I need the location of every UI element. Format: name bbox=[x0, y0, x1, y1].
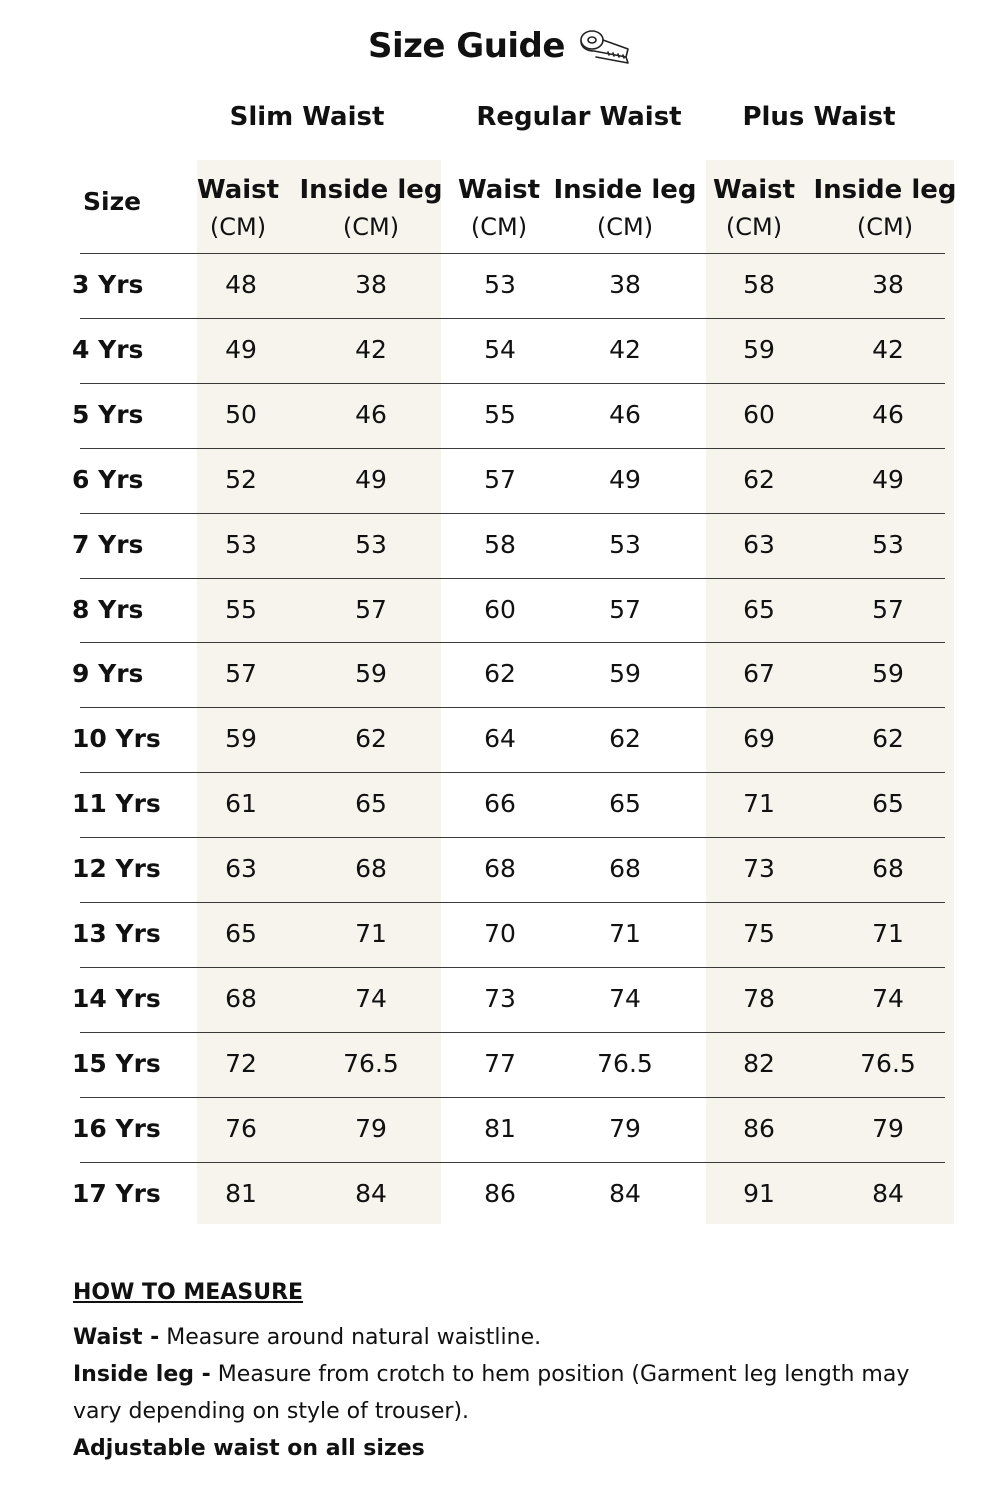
group-header-plus: Plus Waist bbox=[742, 102, 896, 132]
cell-plus-waist: 60 bbox=[743, 399, 775, 429]
cell-plus-leg: 68 bbox=[872, 854, 904, 884]
adjustable-note-text: Adjustable waist on all sizes bbox=[73, 1436, 425, 1461]
cell-regular-leg: 62 bbox=[609, 724, 641, 754]
column-header-unit: (CM) bbox=[596, 213, 654, 241]
cell-slim-leg: 74 bbox=[355, 983, 387, 1013]
cell-slim-leg: 68 bbox=[355, 854, 387, 884]
cell-plus-waist: 62 bbox=[743, 464, 775, 494]
cell-plus-waist: 69 bbox=[743, 724, 775, 754]
cell-regular-leg: 79 bbox=[609, 1113, 641, 1143]
table-row bbox=[0, 1032, 1000, 1097]
cell-plus-leg: 46 bbox=[872, 399, 904, 429]
cell-plus-leg: 57 bbox=[872, 594, 904, 624]
cell-regular-leg: 74 bbox=[609, 983, 641, 1013]
cell-plus-leg: 74 bbox=[872, 983, 904, 1013]
cell-plus-leg: 49 bbox=[872, 464, 904, 494]
table-row bbox=[0, 448, 1000, 513]
cell-slim-leg: 49 bbox=[355, 464, 387, 494]
table-row bbox=[0, 1097, 1000, 1162]
table-row bbox=[0, 772, 1000, 837]
column-header-slim-waist bbox=[188, 172, 288, 246]
group-header-regular: Regular Waist bbox=[476, 102, 682, 132]
column-header-regular-waist bbox=[449, 172, 549, 246]
column-header-plus-leg bbox=[810, 172, 960, 246]
size-column-header: Size bbox=[83, 187, 142, 216]
size-cell: 9 Yrs bbox=[72, 659, 144, 689]
cell-plus-waist: 73 bbox=[743, 854, 775, 884]
table-row bbox=[0, 1162, 1000, 1227]
size-cell: 10 Yrs bbox=[72, 724, 161, 754]
size-cell: 15 Yrs bbox=[72, 1048, 161, 1078]
column-header-unit: (CM) bbox=[209, 213, 267, 241]
column-header-label: Inside leg bbox=[813, 175, 957, 205]
leg-instruction-label: Inside leg - bbox=[73, 1362, 211, 1387]
cell-slim-waist: 49 bbox=[225, 334, 257, 364]
cell-slim-waist: 81 bbox=[225, 1178, 257, 1208]
cell-regular-leg: 38 bbox=[609, 270, 641, 299]
cell-slim-waist: 65 bbox=[225, 919, 257, 948]
cell-regular-waist: 64 bbox=[484, 724, 516, 754]
cell-plus-waist: 63 bbox=[743, 529, 775, 559]
size-cell: 8 Yrs bbox=[72, 594, 144, 624]
cell-plus-waist: 75 bbox=[743, 919, 775, 948]
cell-slim-waist: 48 bbox=[225, 270, 257, 299]
size-cell: 14 Yrs bbox=[72, 983, 161, 1013]
cell-slim-leg: 42 bbox=[355, 334, 387, 364]
cell-slim-waist: 53 bbox=[225, 529, 257, 559]
cell-plus-leg: 42 bbox=[872, 334, 904, 364]
cell-plus-leg: 79 bbox=[872, 1113, 904, 1143]
table-row bbox=[0, 642, 1000, 707]
size-cell: 3 Yrs bbox=[72, 270, 144, 299]
cell-regular-waist: 81 bbox=[484, 1113, 516, 1143]
cell-regular-waist: 54 bbox=[484, 334, 516, 364]
cell-regular-leg: 71 bbox=[609, 919, 641, 948]
cell-regular-waist: 70 bbox=[484, 919, 516, 948]
cell-regular-waist: 58 bbox=[484, 529, 516, 559]
cell-plus-waist: 67 bbox=[743, 659, 775, 689]
cell-plus-waist: 71 bbox=[743, 789, 775, 819]
cell-regular-leg: 57 bbox=[609, 594, 641, 624]
size-cell: 6 Yrs bbox=[72, 464, 144, 494]
cell-slim-leg: 71 bbox=[355, 919, 387, 948]
column-header-unit: (CM) bbox=[470, 213, 528, 241]
cell-regular-leg: 49 bbox=[609, 464, 641, 494]
group-header-slim: Slim Waist bbox=[229, 102, 385, 132]
cell-regular-waist: 68 bbox=[484, 854, 516, 884]
how-to-measure-section bbox=[73, 1280, 953, 1467]
cell-plus-waist: 59 bbox=[743, 334, 775, 364]
cell-slim-leg: 46 bbox=[355, 399, 387, 429]
column-header-label: Waist bbox=[457, 175, 541, 205]
how-to-measure-title: HOW TO MEASURE bbox=[73, 1280, 304, 1305]
cell-regular-leg: 59 bbox=[609, 659, 641, 689]
page-header bbox=[0, 22, 1000, 70]
cell-slim-waist: 76 bbox=[225, 1113, 257, 1143]
cell-plus-waist: 58 bbox=[743, 270, 775, 299]
column-header-unit: (CM) bbox=[342, 213, 400, 241]
cell-slim-waist: 61 bbox=[225, 789, 257, 819]
cell-plus-leg: 76.5 bbox=[860, 1048, 916, 1078]
cell-plus-leg: 59 bbox=[872, 659, 904, 689]
page-title: Size Guide bbox=[367, 26, 565, 66]
cell-plus-leg: 62 bbox=[872, 724, 904, 754]
cell-slim-waist: 55 bbox=[225, 594, 257, 624]
column-header-regular-leg bbox=[550, 172, 700, 246]
table-row bbox=[0, 253, 1000, 318]
cell-regular-waist: 57 bbox=[484, 464, 516, 494]
cell-regular-waist: 62 bbox=[484, 659, 516, 689]
cell-regular-leg: 53 bbox=[609, 529, 641, 559]
table-row bbox=[0, 578, 1000, 643]
size-cell: 17 Yrs bbox=[72, 1178, 161, 1208]
cell-plus-waist: 86 bbox=[743, 1113, 775, 1143]
cell-plus-leg: 84 bbox=[872, 1178, 904, 1208]
table-row bbox=[0, 902, 1000, 967]
cell-regular-leg: 68 bbox=[609, 854, 641, 884]
cell-slim-waist: 68 bbox=[225, 983, 257, 1013]
column-header-unit: (CM) bbox=[725, 213, 783, 241]
cell-regular-waist: 60 bbox=[484, 594, 516, 624]
cell-slim-leg: 62 bbox=[355, 724, 387, 754]
cell-plus-waist: 78 bbox=[743, 983, 775, 1013]
cell-regular-leg: 84 bbox=[609, 1178, 641, 1208]
cell-regular-waist: 73 bbox=[484, 983, 516, 1013]
column-header-label: Inside leg bbox=[299, 175, 443, 205]
column-header-label: Inside leg bbox=[553, 175, 697, 205]
column-header-label: Waist bbox=[712, 175, 796, 205]
cell-slim-leg: 53 bbox=[355, 529, 387, 559]
cell-regular-waist: 66 bbox=[484, 789, 516, 819]
cell-regular-waist: 55 bbox=[484, 399, 516, 429]
cell-regular-waist: 86 bbox=[484, 1178, 516, 1208]
cell-plus-leg: 53 bbox=[872, 529, 904, 559]
cell-regular-leg: 65 bbox=[609, 789, 641, 819]
measuring-tape-icon bbox=[578, 26, 632, 70]
cell-slim-waist: 52 bbox=[225, 464, 257, 494]
column-header-label: Waist bbox=[196, 175, 280, 205]
column-header-unit: (CM) bbox=[856, 213, 914, 241]
cell-plus-waist: 65 bbox=[743, 594, 775, 624]
table-row bbox=[0, 837, 1000, 902]
cell-plus-leg: 71 bbox=[872, 919, 904, 948]
table-row bbox=[0, 967, 1000, 1032]
cell-plus-leg: 65 bbox=[872, 789, 904, 819]
size-cell: 4 Yrs bbox=[72, 334, 144, 364]
waist-instruction bbox=[73, 1319, 953, 1356]
cell-plus-waist: 91 bbox=[743, 1178, 775, 1208]
cell-slim-leg: 84 bbox=[355, 1178, 387, 1208]
adjustable-note bbox=[73, 1430, 953, 1467]
column-header-plus-waist bbox=[704, 172, 804, 246]
table-row bbox=[0, 318, 1000, 383]
cell-regular-waist: 53 bbox=[484, 270, 516, 299]
cell-slim-leg: 38 bbox=[355, 270, 387, 299]
cell-slim-waist: 57 bbox=[225, 659, 257, 689]
leg-instruction-text: Measure from crotch to hem position (Garment leg length may vary depending on style of trouser). bbox=[73, 1362, 910, 1424]
column-header-slim-leg bbox=[296, 172, 446, 246]
size-cell: 16 Yrs bbox=[72, 1113, 161, 1143]
cell-slim-waist: 72 bbox=[225, 1048, 257, 1078]
cell-slim-leg: 59 bbox=[355, 659, 387, 689]
waist-instruction-text: Measure around natural waistline. bbox=[159, 1325, 542, 1350]
table-row bbox=[0, 707, 1000, 772]
cell-slim-leg: 76.5 bbox=[343, 1048, 399, 1078]
size-cell: 11 Yrs bbox=[72, 789, 161, 819]
cell-regular-leg: 42 bbox=[609, 334, 641, 364]
table-row bbox=[0, 383, 1000, 448]
table-row bbox=[0, 513, 1000, 578]
waist-instruction-label: Waist - bbox=[73, 1325, 160, 1350]
size-cell: 5 Yrs bbox=[72, 399, 144, 429]
cell-slim-leg: 65 bbox=[355, 789, 387, 819]
size-cell: 12 Yrs bbox=[72, 854, 161, 884]
cell-slim-waist: 63 bbox=[225, 854, 257, 884]
size-cell: 7 Yrs bbox=[72, 529, 144, 559]
cell-regular-leg: 46 bbox=[609, 399, 641, 429]
cell-regular-waist: 77 bbox=[484, 1048, 516, 1078]
cell-slim-leg: 79 bbox=[355, 1113, 387, 1143]
cell-regular-leg: 76.5 bbox=[597, 1048, 653, 1078]
leg-instruction bbox=[73, 1356, 953, 1430]
cell-slim-waist: 50 bbox=[225, 399, 257, 429]
cell-plus-leg: 38 bbox=[872, 270, 904, 299]
cell-plus-waist: 82 bbox=[743, 1048, 775, 1078]
cell-slim-leg: 57 bbox=[355, 594, 387, 624]
size-cell: 13 Yrs bbox=[72, 919, 161, 948]
cell-slim-waist: 59 bbox=[225, 724, 257, 754]
